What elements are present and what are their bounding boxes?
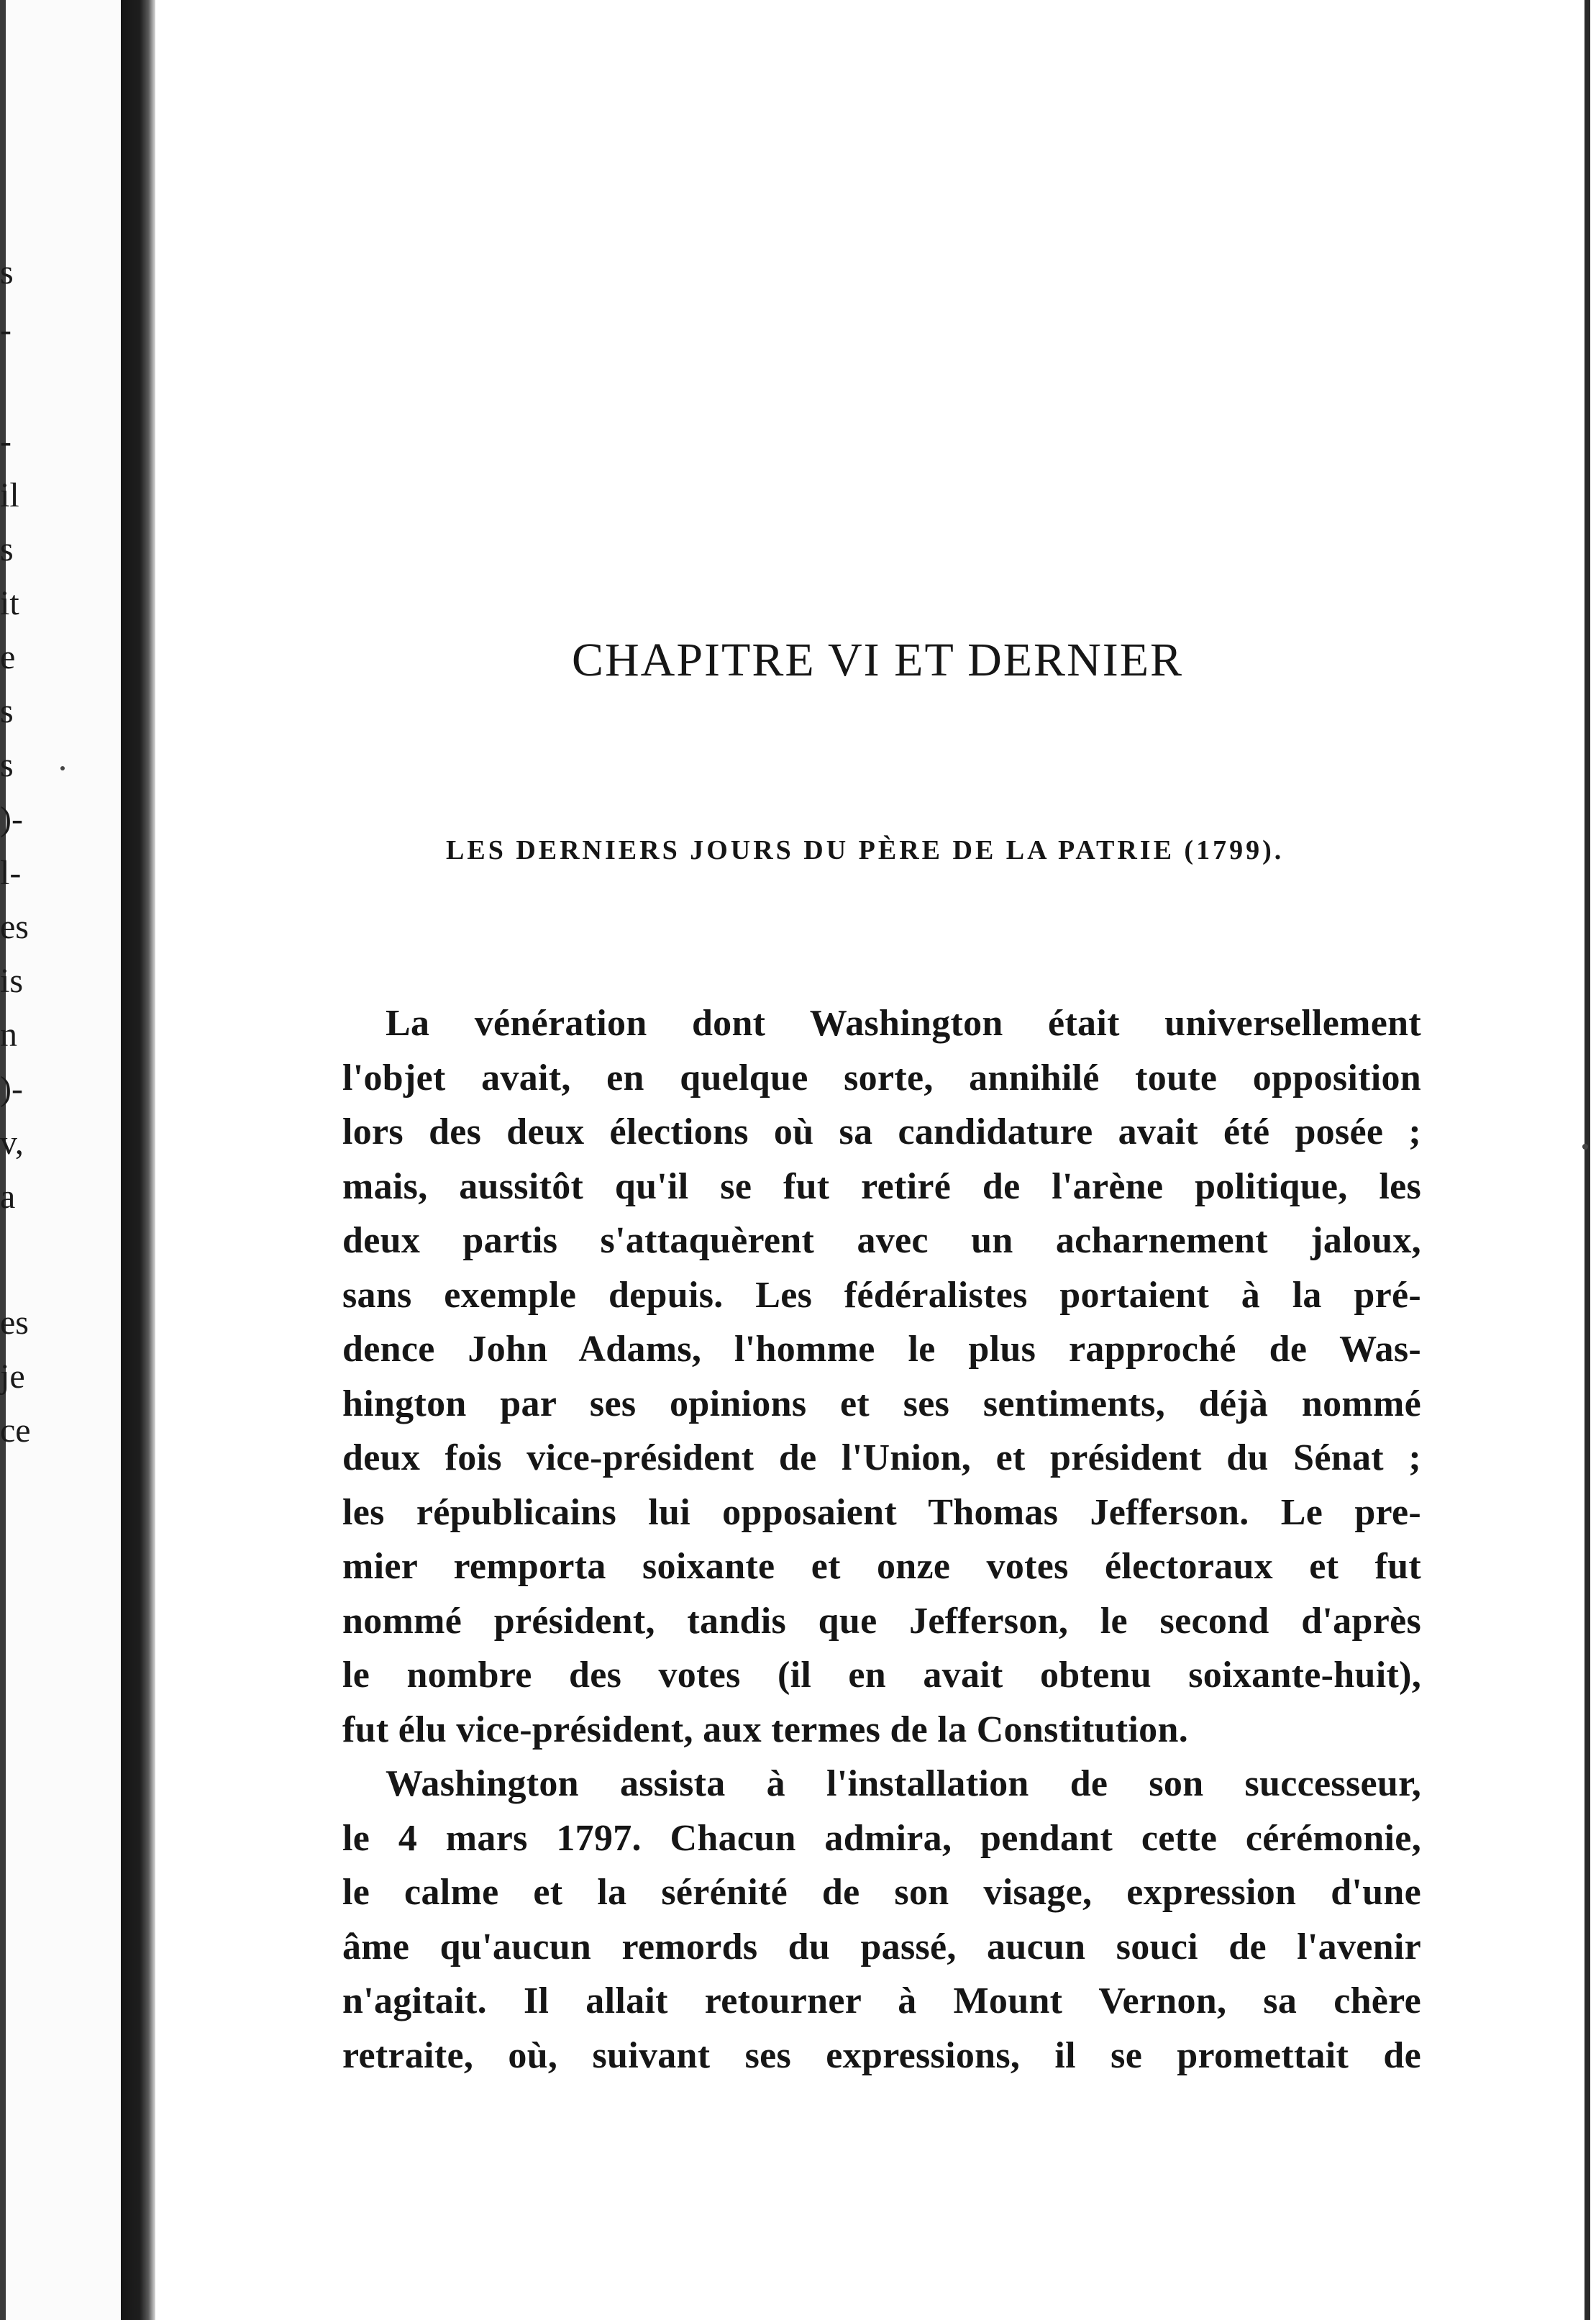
left-page-fragment: l- — [0, 854, 22, 892]
left-page-fragment: a — [0, 1178, 16, 1216]
left-page-fragment: )- — [0, 800, 23, 838]
left-page-fragment: s — [0, 746, 14, 784]
text-line: le nombre des votes (il en avait obtenu soixante-huit), — [342, 1655, 1421, 1696]
right-page-edge — [1584, 0, 1590, 2320]
text-line: n'agitait. Il allait retourner à Mount Vernon, sa chère — [342, 1980, 1421, 2021]
book-gutter — [121, 0, 155, 2320]
left-page-fragment: is — [0, 962, 24, 1000]
left-page-fragment: il — [0, 476, 19, 514]
paragraph-2 — [342, 1757, 1421, 2083]
text-line: La vénération dont Washington était universellement — [386, 1003, 1421, 1044]
left-page-fragment: je — [0, 1357, 25, 1396]
text-line: le 4 mars 1797. Chacun admira, pendant cette cérémonie, — [342, 1817, 1421, 1859]
print-speck — [1582, 1144, 1588, 1150]
text-line: lors des deux élections où sa candidature avait été posée ; — [342, 1111, 1421, 1152]
left-page-fragment: - — [0, 311, 12, 349]
text-line: les républicains lui opposaient Thomas Jefferson. Le pre- — [342, 1491, 1421, 1533]
body-text — [342, 996, 1421, 2083]
left-page-fragment: )- — [0, 1070, 23, 1108]
left-page-fragment: - — [0, 422, 12, 460]
text-line: sans exemple depuis. Les fédéralistes portaient à la pré- — [342, 1274, 1421, 1316]
left-page-fragment: es — [0, 908, 29, 946]
text-line: fut élu vice-président, aux termes de la Constitution. — [342, 1709, 1188, 1750]
text-line: nommé président, tandis que Jefferson, le second d'après — [342, 1600, 1421, 1642]
left-page-fragment: s — [0, 530, 14, 568]
text-line: deux partis s'attaquèrent avec un acharnement jaloux, — [342, 1220, 1421, 1261]
chapter-subtitle: LES DERNIERS JOURS DU PÈRE DE LA PATRIE (1799). — [446, 835, 1285, 865]
text-line: le calme et la sérénité de son visage, expression d'une — [342, 1872, 1421, 1913]
left-page-margin — [0, 0, 121, 2320]
left-page-fragment: it — [0, 584, 19, 622]
left-page-fragment: s — [0, 253, 14, 291]
text-line: l'objet avait, en quelque sorte, annihilé toute opposition — [342, 1057, 1421, 1098]
text-line: Washington assista à l'installation de son successeur, — [386, 1763, 1421, 1804]
text-line: âme qu'aucun remords du passé, aucun souci de l'avenir — [342, 1926, 1421, 1968]
paragraph-1 — [342, 996, 1421, 1757]
text-line: deux fois vice-président de l'Union, et président du Sénat ; — [342, 1437, 1421, 1478]
text-line: hington par ses opinions et ses sentiments, déjà nommé — [342, 1383, 1421, 1424]
print-speck — [60, 766, 65, 770]
left-page-fragment: es — [0, 1304, 29, 1342]
chapter-title: CHAPITRE VI ET DERNIER — [572, 634, 1184, 686]
left-page-fragment: s — [0, 692, 14, 730]
left-page-fragment: ce — [0, 1411, 31, 1450]
text-line: retraite, où, suivant ses expressions, il se promettait de — [342, 2034, 1421, 2076]
text-line: mier remporta soixante et onze votes électoraux et fut — [342, 1546, 1421, 1587]
text-line: dence John Adams, l'homme le plus rapproché de Was- — [342, 1329, 1421, 1370]
left-page-fragment: e — [0, 638, 16, 676]
text-line: mais, aussitôt qu'il se fut retiré de l'arène politique, les — [342, 1165, 1421, 1207]
left-page-fragment: v, — [0, 1124, 24, 1162]
left-page-fragment: n — [0, 1016, 17, 1054]
